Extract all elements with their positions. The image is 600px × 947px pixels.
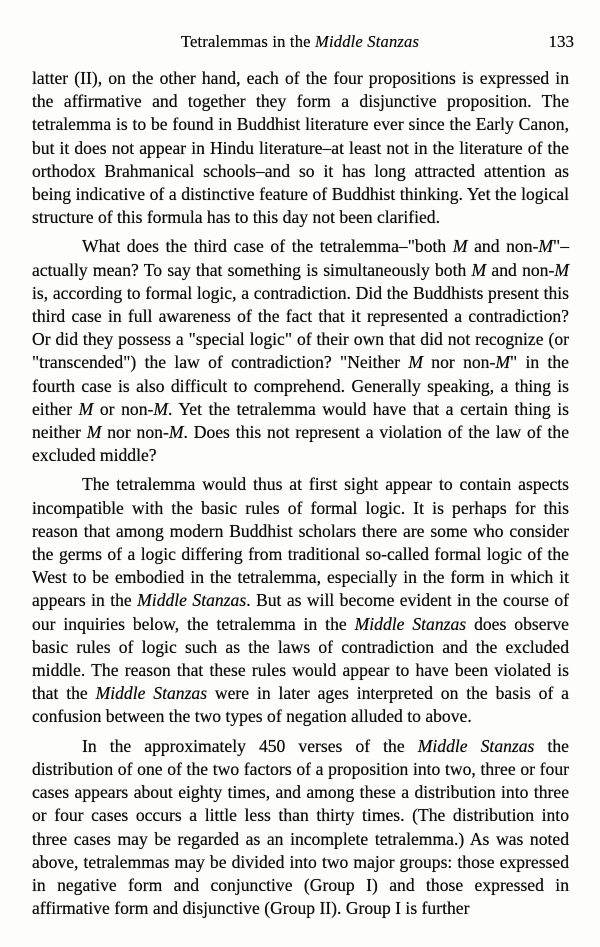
paragraph: latter (II), on the other hand, each of the four propositions is expressed in the affirmative and together they form a disjunctive proposition. The tetralemma is to be found in Buddhist literature ever since the Early Canon, but it does not appear in Hindu literature–at least not in the literature of the orthodox Brahmanical schools–and so it has long attracted attention as being indicative of a distinctive feature of Buddhist thinking. Yet the logical structure of this formula has to this day not been clarified. [32,68,569,228]
paragraph: In the approximately 450 verses of the Middle Stanzas the distribution of one of the two factors of a proposition into two, three or four cases appears about eighty times, and among these a distribution into three or four cases occurs a little less than thirty times. (The distribution into three cases may be regarded as an incomplete tetralemma.) As was noted above, tetralemmas may be divided into two major groups: those expressed in negative form and conjunctive (Group I) and those expressed in affirmative form and disjunctive (Group II). Group I is further [32,735,569,919]
page-number: 133 [548,32,574,51]
page-header [0,0,600,56]
paragraph: The tetralemma would thus at first sight appear to contain aspects incompatible with the basic rules of formal logic. It is perhaps for this reason that among modern Buddhist scholars there are some who consider the germs of a logic differing from traditional so-called formal logic of the West to be embodied in the tetralemma, especially in the form in which it appears in the Middle Stanzas. But as will become evident in the course of our inquiries below, the tetralemma in the Middle Stanzas does observe basic rules of logic such as the laws of contradiction and the excluded middle. The reason that these rules would appear to have been violated is that the Middle Stanzas were in later ages interpreted on the basis of a confusion between the two types of negation alluded to above. [32,474,569,727]
paragraph: What does the third case of the tetralemma–"both M and non-M"–actually mean? To say that something is simultaneously both M and non-M is, according to formal logic, a contradiction. Did the Buddhists present this third case in full awareness of the fact that it represented a contradiction? Or did they possess a "special logic" of their own that did not recognize (or "transcended") the law of contradiction? "Neither M nor non-M" in the fourth case is also difficult to comprehend. Generally speaking, a thing is either M or non-M. Yet the tetralemma would have that a certain thing is neither M nor non-M. Does this not represent a violation of the law of the excluded middle? [32,236,569,466]
page-body [0,67,600,920]
running-title: Tetralemmas in the Middle Stanzas [180,32,420,51]
